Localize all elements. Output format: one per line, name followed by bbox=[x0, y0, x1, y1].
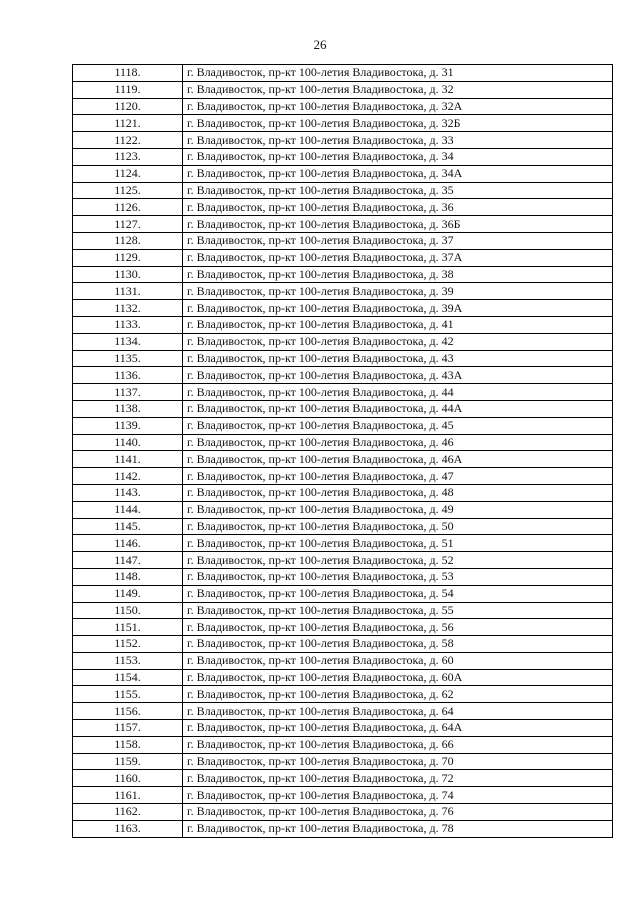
table-row bbox=[73, 468, 613, 485]
table-row bbox=[73, 266, 613, 283]
row-number: 1133. bbox=[73, 316, 183, 333]
table-row bbox=[73, 300, 613, 317]
row-number: 1118. bbox=[73, 65, 183, 82]
address-table bbox=[72, 64, 613, 838]
row-number: 1132. bbox=[73, 300, 183, 317]
row-number: 1150. bbox=[73, 602, 183, 619]
table-row bbox=[73, 148, 613, 165]
table-row bbox=[73, 283, 613, 300]
row-address: г. Владивосток, пр-кт 100-летия Владивостока, д. 72 bbox=[183, 770, 613, 787]
row-number: 1159. bbox=[73, 753, 183, 770]
row-address: г. Владивосток, пр-кт 100-летия Владивостока, д. 37 bbox=[183, 232, 613, 249]
table-row bbox=[73, 501, 613, 518]
row-number: 1142. bbox=[73, 468, 183, 485]
table-row bbox=[73, 568, 613, 585]
row-number: 1137. bbox=[73, 384, 183, 401]
row-number: 1124. bbox=[73, 165, 183, 182]
row-number: 1141. bbox=[73, 451, 183, 468]
row-number: 1119. bbox=[73, 81, 183, 98]
row-address: г. Владивосток, пр-кт 100-летия Владивостока, д. 32 bbox=[183, 81, 613, 98]
table-row bbox=[73, 720, 613, 737]
row-address: г. Владивосток, пр-кт 100-летия Владивостока, д. 76 bbox=[183, 804, 613, 821]
table-row bbox=[73, 535, 613, 552]
row-number: 1135. bbox=[73, 350, 183, 367]
row-number: 1136. bbox=[73, 367, 183, 384]
row-address: г. Владивосток, пр-кт 100-летия Владивостока, д. 53 bbox=[183, 568, 613, 585]
row-address: г. Владивосток, пр-кт 100-летия Владивостока, д. 42 bbox=[183, 333, 613, 350]
table-row bbox=[73, 451, 613, 468]
row-address: г. Владивосток, пр-кт 100-летия Владивостока, д. 32Б bbox=[183, 115, 613, 132]
table-row bbox=[73, 484, 613, 501]
row-address: г. Владивосток, пр-кт 100-летия Владивостока, д. 74 bbox=[183, 787, 613, 804]
row-address: г. Владивосток, пр-кт 100-летия Владивостока, д. 36 bbox=[183, 199, 613, 216]
table-row bbox=[73, 619, 613, 636]
row-number: 1155. bbox=[73, 686, 183, 703]
row-number: 1153. bbox=[73, 652, 183, 669]
row-address: г. Владивосток, пр-кт 100-летия Владивостока, д. 43А bbox=[183, 367, 613, 384]
table-row bbox=[73, 384, 613, 401]
row-number: 1138. bbox=[73, 400, 183, 417]
row-address: г. Владивосток, пр-кт 100-летия Владивостока, д. 45 bbox=[183, 417, 613, 434]
row-address: г. Владивосток, пр-кт 100-летия Владивостока, д. 46А bbox=[183, 451, 613, 468]
table-row bbox=[73, 249, 613, 266]
table-row bbox=[73, 316, 613, 333]
row-number: 1146. bbox=[73, 535, 183, 552]
row-number: 1149. bbox=[73, 585, 183, 602]
row-address: г. Владивосток, пр-кт 100-летия Владивостока, д. 60 bbox=[183, 652, 613, 669]
page-number: 26 bbox=[313, 37, 327, 52]
row-address: г. Владивосток, пр-кт 100-летия Владивостока, д. 43 bbox=[183, 350, 613, 367]
row-address: г. Владивосток, пр-кт 100-летия Владивостока, д. 34 bbox=[183, 148, 613, 165]
row-address: г. Владивосток, пр-кт 100-летия Владивостока, д. 52 bbox=[183, 552, 613, 569]
table-row bbox=[73, 165, 613, 182]
row-number: 1147. bbox=[73, 552, 183, 569]
table-row bbox=[73, 703, 613, 720]
row-address: г. Владивосток, пр-кт 100-летия Владивостока, д. 32А bbox=[183, 98, 613, 115]
table-row bbox=[73, 199, 613, 216]
table-row bbox=[73, 770, 613, 787]
row-number: 1154. bbox=[73, 669, 183, 686]
row-address: г. Владивосток, пр-кт 100-летия Владивостока, д. 56 bbox=[183, 619, 613, 636]
row-number: 1157. bbox=[73, 720, 183, 737]
table-row bbox=[73, 367, 613, 384]
row-number: 1144. bbox=[73, 501, 183, 518]
table-row bbox=[73, 132, 613, 149]
table-row bbox=[73, 585, 613, 602]
table-row bbox=[73, 434, 613, 451]
row-number: 1123. bbox=[73, 148, 183, 165]
table-row bbox=[73, 787, 613, 804]
row-number: 1127. bbox=[73, 216, 183, 233]
row-address: г. Владивосток, пр-кт 100-летия Владивостока, д. 37А bbox=[183, 249, 613, 266]
row-address: г. Владивосток, пр-кт 100-летия Владивостока, д. 64А bbox=[183, 720, 613, 737]
row-number: 1140. bbox=[73, 434, 183, 451]
row-number: 1125. bbox=[73, 182, 183, 199]
row-address: г. Владивосток, пр-кт 100-летия Владивостока, д. 66 bbox=[183, 736, 613, 753]
row-address: г. Владивосток, пр-кт 100-летия Владивостока, д. 64 bbox=[183, 703, 613, 720]
row-number: 1126. bbox=[73, 199, 183, 216]
table-row bbox=[73, 417, 613, 434]
row-address: г. Владивосток, пр-кт 100-летия Владивостока, д. 46 bbox=[183, 434, 613, 451]
row-number: 1163. bbox=[73, 820, 183, 837]
table-row bbox=[73, 669, 613, 686]
row-address: г. Владивосток, пр-кт 100-летия Владивостока, д. 70 bbox=[183, 753, 613, 770]
table-row bbox=[73, 216, 613, 233]
row-number: 1139. bbox=[73, 417, 183, 434]
row-number: 1128. bbox=[73, 232, 183, 249]
row-address: г. Владивосток, пр-кт 100-летия Владивостока, д. 39 bbox=[183, 283, 613, 300]
table-row bbox=[73, 736, 613, 753]
table-row bbox=[73, 350, 613, 367]
table-row bbox=[73, 400, 613, 417]
row-number: 1122. bbox=[73, 132, 183, 149]
table-row bbox=[73, 98, 613, 115]
row-address: г. Владивосток, пр-кт 100-летия Владивостока, д. 78 bbox=[183, 820, 613, 837]
row-address: г. Владивосток, пр-кт 100-летия Владивостока, д. 47 bbox=[183, 468, 613, 485]
table-row bbox=[73, 115, 613, 132]
table-row bbox=[73, 518, 613, 535]
row-address: г. Владивосток, пр-кт 100-летия Владивостока, д. 58 bbox=[183, 636, 613, 653]
row-number: 1134. bbox=[73, 333, 183, 350]
row-number: 1162. bbox=[73, 804, 183, 821]
row-address: г. Владивосток, пр-кт 100-летия Владивостока, д. 54 bbox=[183, 585, 613, 602]
row-address: г. Владивосток, пр-кт 100-летия Владивостока, д. 35 bbox=[183, 182, 613, 199]
row-number: 1160. bbox=[73, 770, 183, 787]
row-address: г. Владивосток, пр-кт 100-летия Владивостока, д. 41 bbox=[183, 316, 613, 333]
row-address: г. Владивосток, пр-кт 100-летия Владивостока, д. 33 bbox=[183, 132, 613, 149]
row-number: 1148. bbox=[73, 568, 183, 585]
table-row bbox=[73, 333, 613, 350]
table-row bbox=[73, 686, 613, 703]
row-address: г. Владивосток, пр-кт 100-летия Владивостока, д. 55 bbox=[183, 602, 613, 619]
row-address: г. Владивосток, пр-кт 100-летия Владивостока, д. 48 bbox=[183, 484, 613, 501]
row-address: г. Владивосток, пр-кт 100-летия Владивостока, д. 62 bbox=[183, 686, 613, 703]
address-table-body bbox=[73, 65, 613, 838]
row-address: г. Владивосток, пр-кт 100-летия Владивостока, д. 31 bbox=[183, 65, 613, 82]
row-number: 1145. bbox=[73, 518, 183, 535]
row-number: 1131. bbox=[73, 283, 183, 300]
table-row bbox=[73, 636, 613, 653]
table-row bbox=[73, 65, 613, 82]
table-row bbox=[73, 652, 613, 669]
row-address: г. Владивосток, пр-кт 100-летия Владивостока, д. 51 bbox=[183, 535, 613, 552]
row-address: г. Владивосток, пр-кт 100-летия Владивостока, д. 44А bbox=[183, 400, 613, 417]
row-address: г. Владивосток, пр-кт 100-летия Владивостока, д. 39А bbox=[183, 300, 613, 317]
row-address: г. Владивосток, пр-кт 100-летия Владивостока, д. 36Б bbox=[183, 216, 613, 233]
row-number: 1161. bbox=[73, 787, 183, 804]
row-number: 1152. bbox=[73, 636, 183, 653]
row-number: 1158. bbox=[73, 736, 183, 753]
row-address: г. Владивосток, пр-кт 100-летия Владивостока, д. 38 bbox=[183, 266, 613, 283]
row-number: 1121. bbox=[73, 115, 183, 132]
table-row bbox=[73, 182, 613, 199]
row-number: 1156. bbox=[73, 703, 183, 720]
row-address: г. Владивосток, пр-кт 100-летия Владивостока, д. 60А bbox=[183, 669, 613, 686]
row-number: 1143. bbox=[73, 484, 183, 501]
row-address: г. Владивосток, пр-кт 100-летия Владивостока, д. 44 bbox=[183, 384, 613, 401]
table-row bbox=[73, 602, 613, 619]
table-row bbox=[73, 804, 613, 821]
row-number: 1130. bbox=[73, 266, 183, 283]
row-number: 1129. bbox=[73, 249, 183, 266]
row-address: г. Владивосток, пр-кт 100-летия Владивостока, д. 49 bbox=[183, 501, 613, 518]
table-row bbox=[73, 81, 613, 98]
table-row bbox=[73, 232, 613, 249]
row-address: г. Владивосток, пр-кт 100-летия Владивостока, д. 34А bbox=[183, 165, 613, 182]
row-number: 1151. bbox=[73, 619, 183, 636]
row-address: г. Владивосток, пр-кт 100-летия Владивостока, д. 50 bbox=[183, 518, 613, 535]
table-row bbox=[73, 753, 613, 770]
table-row bbox=[73, 552, 613, 569]
table-row bbox=[73, 820, 613, 837]
row-number: 1120. bbox=[73, 98, 183, 115]
